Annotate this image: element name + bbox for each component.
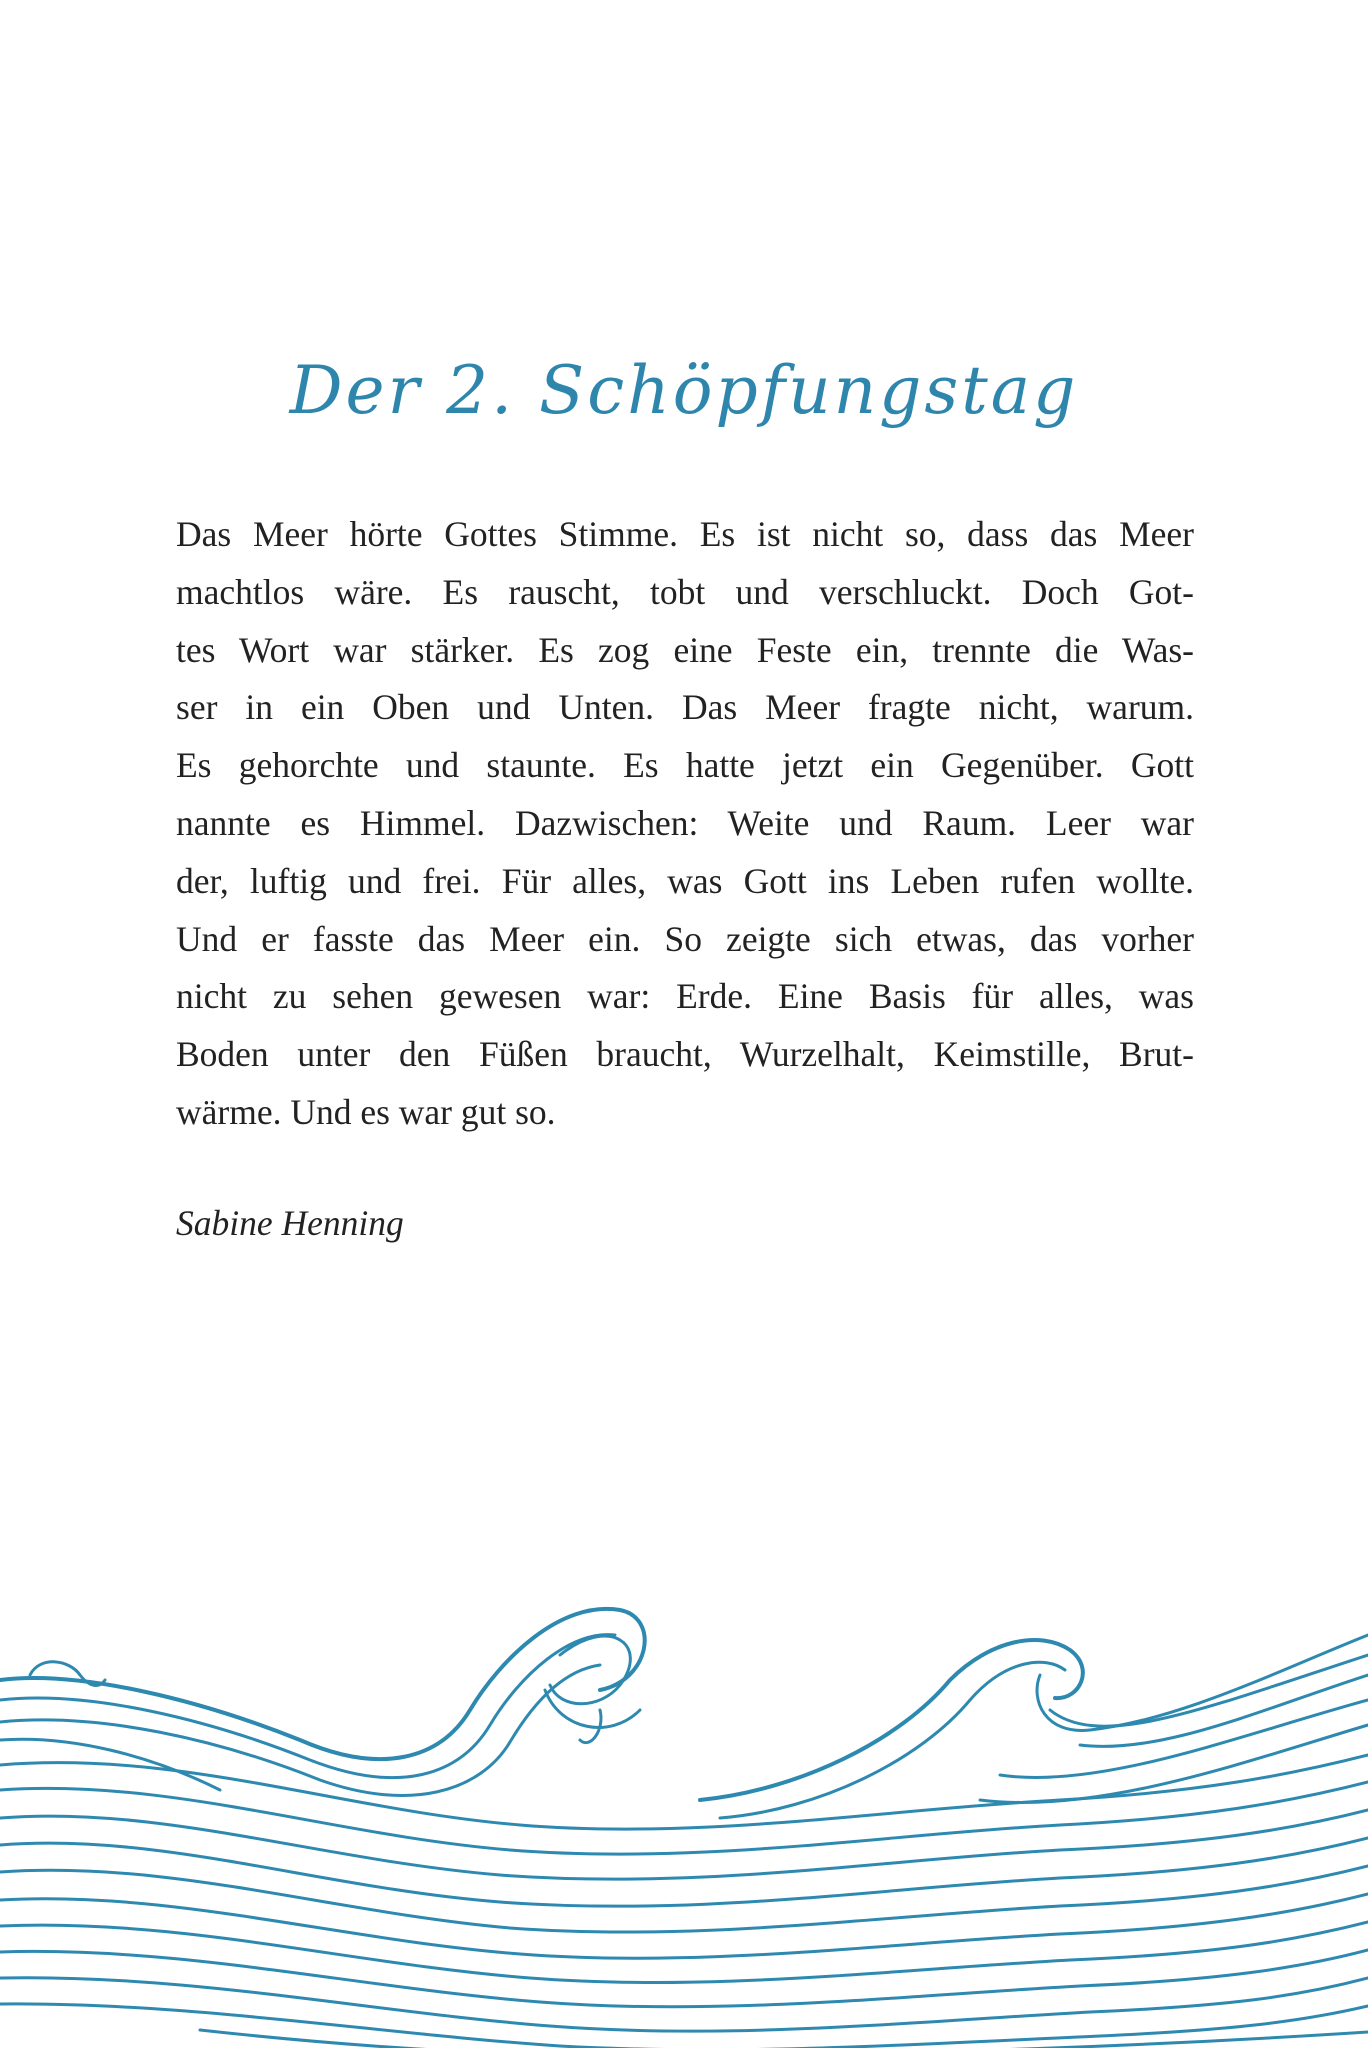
body-text bbox=[176, 506, 1194, 1142]
author-name: Sabine Henning bbox=[176, 1203, 404, 1243]
text-line: Das Meer hörte Gottes Stimme. Es ist nicht so, dass das Meer bbox=[176, 514, 1194, 554]
text-line: Es gehorchte und staunte. Es hatte jetzt ein Gegenüber. Gott bbox=[176, 745, 1194, 786]
text-line: Boden unter den Füßen braucht, Wurzelhalt, Keimstille, Brut- bbox=[176, 1034, 1194, 1075]
text-line: wärme. Und es war gut so. bbox=[176, 1091, 556, 1132]
text-line: Und er fasste das Meer ein. So zeigte sich etwas, das vorher bbox=[176, 918, 1194, 959]
text-line: machtlos wäre. Es rauscht, tobt und verschluckt. Doch Got- bbox=[176, 571, 1194, 612]
text-line: nannte es Himmel. Dazwischen: Weite und Raum. Leer war bbox=[176, 802, 1194, 843]
text-line: der, luftig und frei. Für alles, was Gott ins Leben rufen wollte. bbox=[176, 860, 1194, 901]
page-title: Der 2. Schöpfungstag bbox=[289, 352, 1079, 429]
text-line: ser in ein Oben und Unten. Das Meer fragte nicht, warum. bbox=[176, 687, 1194, 728]
ocean-waves-icon bbox=[0, 1560, 1368, 2048]
text-line: tes Wort war stärker. Es zog eine Feste ein, trennte die Was- bbox=[176, 629, 1194, 670]
text-line: nicht zu sehen gewesen war: Erde. Eine Basis für alles, was bbox=[176, 976, 1194, 1017]
